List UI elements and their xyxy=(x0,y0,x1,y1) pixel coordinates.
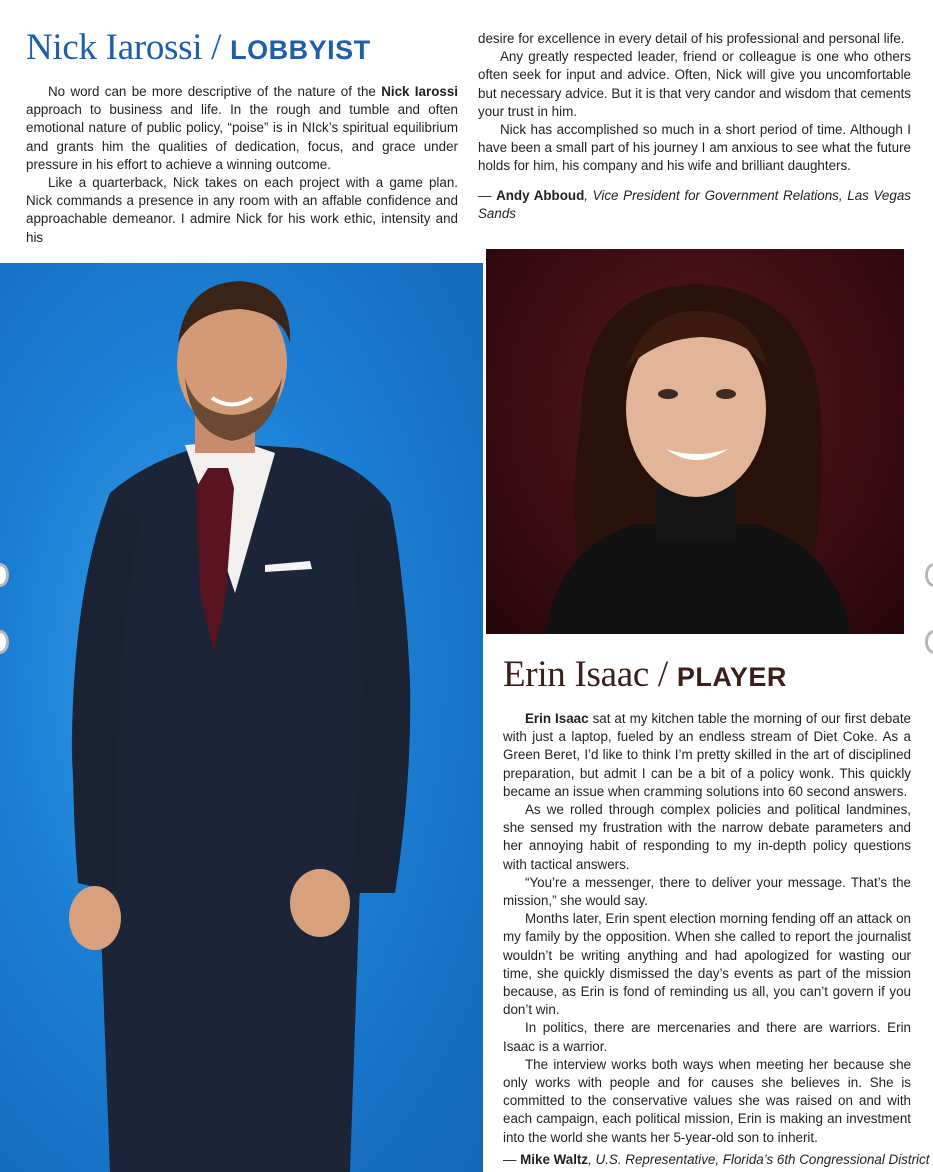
nick-article-right xyxy=(478,30,911,223)
erin-name-bold: Erin Isaac xyxy=(525,711,589,726)
nick-photo xyxy=(0,263,483,1172)
erin-name: Erin Isaac xyxy=(503,654,649,695)
erin-photo xyxy=(486,249,904,636)
nick-headline xyxy=(26,28,371,70)
erin-para-4: Months later, Erin spent election morning fending off an attack on my family by the opposition. When she called to report the journalist wouldn’t be writing anything and had apologized for wasting our time, she quickly dismissed the day’s events as part of the mission because, as Erin is fond of reminding us all, you can’t govern if you don’t win. xyxy=(503,911,911,1018)
erin-role: PLAYER xyxy=(676,662,787,692)
nick-role: LOBBYIST xyxy=(230,35,371,65)
nick-para-4: Nick has accomplished so much in a short period of time. Although I have been a small part of his journey I am anxious to see what the future holds for him, his company and his wife and brilliant daughters. xyxy=(478,122,911,174)
erin-portrait-illustration xyxy=(486,249,904,634)
erin-attribution: — Mike Waltz, U.S. Representative, Florida’s 6th Congressional District xyxy=(503,1152,930,1167)
nick-para-1: No word can be more descriptive of the nature of the Nick Iarossi approach to business and life. In the rough and tumble and often emotional nature of public policy, “poise” is in NIck’s spiritual equilibrium and grants him the qualities of dedication, focus, and grace under pressure in his effort to achieve a winning outcome. xyxy=(26,84,458,172)
nick-para-2: Like a quarterback, Nick takes on each project with a game plan. Nick commands a presence in any room with an affable confidence and approachable demeanor. I admire Nick for his work ethic, intensity and his xyxy=(26,175,458,245)
erin-attribution-title: , U.S. Representative, Florida’s 6th Congressional District xyxy=(588,1152,930,1167)
erin-slash: / xyxy=(648,654,677,695)
erin-para-1: Erin Isaac sat at my kitchen table the morning of our first debate with just a laptop, fueled by an endless stream of Diet Coke. As a Green Beret, I’d like to think I’m pretty skilled in the art of disciplined preparation, but admit I can be a bit of a policy wonk. This quickly became an issue when cramming solutions into 60 second answers. xyxy=(503,711,911,799)
binder-ring-icon xyxy=(925,563,933,587)
erin-para-6: The interview works both ways when meeting her because she only works with people and for causes she believes in. She is committed to the conservative values she was raised on and with each campaign, each political mission, Erin is making an investment into the world she wants her 5-year-old son to inherit. xyxy=(503,1056,911,1145)
nick-article-left xyxy=(26,83,458,247)
erin-para-2: As we rolled through complex policies and political landmines, she sensed my frustration with the narrow debate parameters and her annoying habit of responding to my in-depth policy questions with tactical answers. xyxy=(503,802,911,872)
nick-name-bold: Nick Iarossi xyxy=(381,84,458,99)
nick-slash: / xyxy=(202,27,231,68)
nick-para-2-cont: desire for excellence in every detail of his professional and personal life. xyxy=(478,31,905,46)
nick-attribution-name: Andy Abboud xyxy=(496,187,585,203)
erin-article xyxy=(503,710,911,1147)
nick-attribution: — Andy Abboud, Vice President for Government Relations, Las Vegas Sands xyxy=(478,187,911,221)
nick-name: Nick Iarossi xyxy=(26,27,203,68)
nick-portrait-illustration xyxy=(0,263,483,1172)
erin-attribution-name: Mike Waltz xyxy=(520,1152,589,1167)
erin-para-5: In politics, there are mercenaries and there are warriors. Erin Isaac is a warrior. xyxy=(503,1020,911,1054)
nick-para-3: Any greatly respected leader, friend or colleague is one who others often seek for input and advice. Often, Nick will give you uncomfortable but necessary advice. But it is that very candor and wisdom that cements your trust in him. xyxy=(478,49,911,119)
erin-para-3: “You’re a messenger, there to deliver your message. That’s the mission,” she would say. xyxy=(503,874,911,909)
erin-headline xyxy=(503,655,787,697)
binder-ring-icon xyxy=(925,630,933,654)
nick-attribution-title: , Vice President for Government Relations, Las Vegas Sands xyxy=(478,187,911,221)
